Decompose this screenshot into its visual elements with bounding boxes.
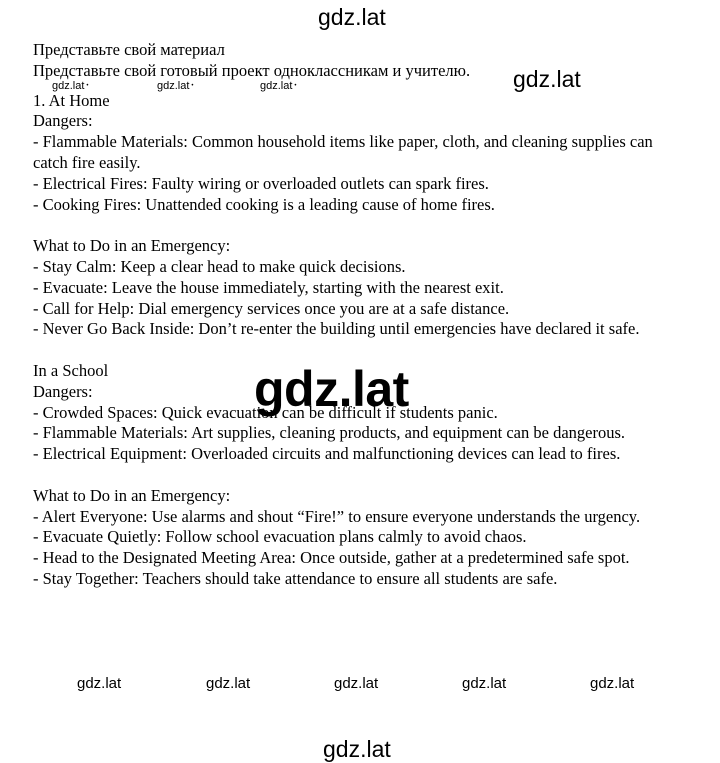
section-home (33, 91, 673, 341)
watermark-row: gdz.lat (334, 675, 379, 692)
watermark-bottom: gdz.lat (323, 736, 391, 762)
watermark-right: gdz.lat (513, 66, 581, 92)
watermark-small: gdz.lat • (157, 81, 194, 92)
watermark-center: gdz.lat (254, 361, 409, 417)
list-item: - Stay Together: Teachers should take attendance to ensure all students are safe. (33, 568, 558, 588)
list-item: - Call for Help: Dial emergency services once you are at a safe distance. (33, 298, 510, 318)
list-item: - Flammable Materials: Common household items like paper, cloth, and cleaning supplies can catch fire easily. (33, 132, 657, 172)
watermark-row: gdz.lat (462, 675, 507, 692)
emergency-label: What to Do in an Emergency: (33, 236, 231, 256)
watermark-top: gdz.lat (318, 4, 386, 30)
watermark-small: gdz.lat • (260, 81, 297, 92)
list-item: - Electrical Equipment: Overloaded circuits and malfunctioning devices can lead to fires. (33, 444, 621, 464)
doc-title: Представьте свой материал (33, 40, 225, 59)
list-item: - Never Go Back Inside: Don’t re-enter the building until emergencies have declared it safe. (33, 319, 640, 339)
watermark-row: gdz.lat (206, 675, 251, 692)
dangers-label: Dangers: (33, 381, 93, 401)
document-body (33, 40, 673, 590)
emergency-label: What to Do in an Emergency: (33, 485, 231, 505)
list-item: - Evacuate Quietly: Follow school evacuation plans calmly to avoid chaos. (33, 527, 527, 547)
section-heading: 1. At Home (33, 90, 110, 110)
list-item: - Flammable Materials: Art supplies, cleaning products, and equipment can be dangerous. (33, 423, 626, 443)
list-item: - Head to the Designated Meeting Area: Once outside, gather at a predetermined safe spot. (33, 548, 630, 568)
list-item: - Evacuate: Leave the house immediately, starting with the nearest exit. (33, 277, 504, 297)
doc-subtitle: Представьте свой готовый проект одноклассникам и учителю. (33, 60, 471, 80)
list-item: - Cooking Fires: Unattended cooking is a leading cause of home fires. (33, 194, 495, 214)
section-heading: In a School (33, 360, 109, 380)
list-item: - Crowded Spaces: Quick evacuation can be difficult if students panic. (33, 402, 498, 422)
list-item: - Stay Calm: Keep a clear head to make quick decisions. (33, 256, 406, 276)
watermark-row: gdz.lat (77, 675, 122, 692)
dangers-label: Dangers: (33, 111, 93, 131)
list-item: - Alert Everyone: Use alarms and shout “Fire!” to ensure everyone understands the urgency. (33, 506, 641, 526)
watermark-row: gdz.lat (590, 675, 635, 692)
watermark-small: gdz.lat • (52, 81, 89, 92)
list-item: - Electrical Fires: Faulty wiring or overloaded outlets can spark fires. (33, 173, 489, 193)
section-school (33, 361, 673, 590)
